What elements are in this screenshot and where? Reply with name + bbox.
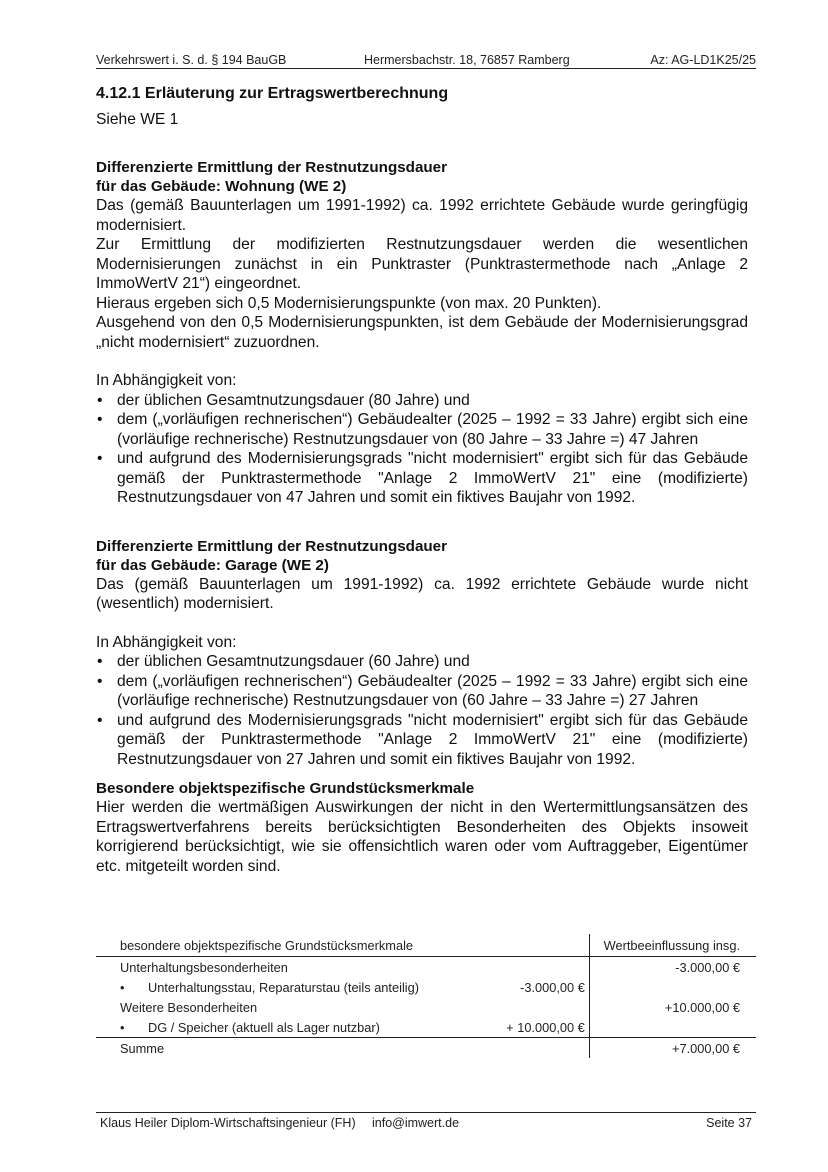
- table-sum-row: [96, 1038, 756, 1059]
- wohnung-paragraph-4: Ausgehend von den 0,5 Modernisierungspunkten, ist dem Gebäude der Modernisierungsgrad „nicht modernisiert“ zuzuordnen.: [96, 314, 748, 351]
- sum-value: +7.000,00 €: [589, 1038, 756, 1059]
- page-number: Seite 37: [706, 1116, 752, 1130]
- garage-bullet-list: [96, 652, 748, 769]
- besondere-paragraph: Hier werden die wertmäßigen Auswirkungen der nicht in den Wertermittlungsansätzen des Ertragswertverfahrens bereits berücksichtigten Besonderheiten des Objekts insoweit korrigierend berücksichtigt, wie sie offensichtlich waren oder vom Auftraggeber, Eigentümer etc. mitgeteilt worden sind.: [96, 799, 748, 875]
- header-address: Hermersbachstr. 18, 76857 Ramberg: [364, 53, 570, 67]
- wohnung-bullet-list: [96, 391, 748, 508]
- wohnung-heading-line1: Differenzierte Ermittlung der Restnutzungsdauer: [96, 159, 448, 176]
- table-row: [96, 977, 756, 997]
- wohnung-paragraph-3: Hieraus ergeben sich 0,5 Modernisierungspunkte (von max. 20 Punkten).: [96, 294, 602, 312]
- wohnung-paragraph-1: Das (gemäß Bauunterlagen um 1991-1992) ca. 1992 errichtete Gebäude wurde geringfügig modernisiert.: [96, 197, 748, 234]
- merkmale-table: [96, 934, 756, 1058]
- group-label-weitere: Weitere Besonderheiten: [120, 999, 258, 1015]
- wohnung-heading-line2: für das Gebäude: Wohnung (WE 2): [96, 178, 347, 195]
- wohnung-intro: In Abhängigkeit von:: [96, 372, 237, 389]
- page-footer: [96, 1112, 756, 1133]
- page-content: [96, 84, 748, 876]
- besondere-heading: Besondere objektspezifische Grundstücksmerkmale: [96, 780, 475, 797]
- table-header-row: [96, 934, 756, 957]
- item-unterhaltungsstau-value: -3.000,00 €: [520, 979, 585, 995]
- section-title: 4.12.1 Erläuterung zur Ertragswertberechnung: [96, 85, 449, 102]
- table-header-merkmale: besondere objektspezifische Grundstücksmerkmale: [96, 934, 506, 957]
- garage-paragraph-1: Das (gemäß Bauunterlagen um 1991-1992) ca. 1992 errichtete Gebäude wurde nicht (wesentlich) modernisiert.: [96, 575, 748, 612]
- item-dg-speicher-value: + 10.000,00 €: [506, 1019, 585, 1035]
- wohnung-bullet-2: • dem („vorläufigen rechnerischen“) Gebäudealter (2025 – 1992 = 33 Jahre) ergibt sich eine (vorläufige rechnerische) Restnutzungsdauer von (80 Jahre – 33 Jahre =) 47 Jahren: [96, 410, 748, 449]
- group-label-unterhaltung: Unterhaltungsbesonderheiten: [120, 959, 288, 975]
- footer-email[interactable]: info@imwert.de: [372, 1116, 460, 1130]
- group-total-unterhaltung: -3.000,00 €: [589, 957, 756, 978]
- table-row: [96, 997, 756, 1017]
- garage-bullet-2: • dem („vorläufigen rechnerischen“) Gebäudealter (2025 – 1992 = 33 Jahre) ergibt sich eine (vorläufige rechnerische) Restnutzungsdauer von (60 Jahre – 33 Jahre =) 27 Jahren: [96, 672, 748, 711]
- garage-heading-line1: Differenzierte Ermittlung der Restnutzungsdauer: [96, 537, 448, 555]
- footer-author: Klaus Heiler Diplom-Wirtschaftsingenieur (FH): [100, 1116, 356, 1130]
- table-row: [96, 957, 756, 978]
- table-row: [96, 1017, 756, 1038]
- wohnung-bullet-1: • der üblichen Gesamtnutzungsdauer (80 Jahre) und: [96, 391, 748, 411]
- garage-intro: In Abhängigkeit von:: [96, 633, 237, 651]
- garage-heading-line2: für das Gebäude: Garage (WE 2): [96, 556, 329, 574]
- header-reference: Az: AG-LD1K25/25: [650, 53, 756, 67]
- table-header-wertbeeinflussung: Wertbeeinflussung insg.: [589, 934, 756, 957]
- header-left: Verkehrswert i. S. d. § 194 BauGB: [96, 53, 287, 67]
- section-see-reference: Siehe WE 1: [96, 110, 179, 128]
- group-total-weitere: +10.000,00 €: [589, 997, 756, 1017]
- wohnung-paragraph-2: Zur Ermittlung der modifizierten Restnutzungsdauer werden die wesentlichen Modernisierungen zunächst in ein Punktraster (Punktrastermethode nach „Anlage 2 ImmoWertV 21“) eingeordnet.: [96, 236, 748, 292]
- sum-label: Summe: [96, 1038, 506, 1059]
- item-unterhaltungsstau: • Unterhaltungsstau, Reparaturstau (teils anteilig): [96, 977, 506, 997]
- garage-bullet-3: • und aufgrund des Modernisierungsgrads "nicht modernisiert" ergibt sich für das Gebäude gemäß der Punktrastermethode "Anlage 2 ImmoWertV 21" eine (modifizierte) Restnutzungsdauer von 27 Jahren und somit ein fiktives Baujahr von 1992.: [96, 711, 748, 770]
- garage-bullet-1: • der üblichen Gesamtnutzungsdauer (60 Jahre) und: [96, 652, 748, 672]
- item-dg-speicher: • DG / Speicher (aktuell als Lager nutzbar): [96, 1017, 506, 1038]
- wohnung-bullet-3: • und aufgrund des Modernisierungsgrads "nicht modernisiert" ergibt sich für das Gebäude gemäß der Punktrastermethode "Anlage 2 ImmoWertV 21" eine (modifizierte) Restnutzungsdauer von 47 Jahren und somit ein fiktives Baujahr von 1992.: [96, 449, 748, 508]
- page-header: [96, 50, 756, 69]
